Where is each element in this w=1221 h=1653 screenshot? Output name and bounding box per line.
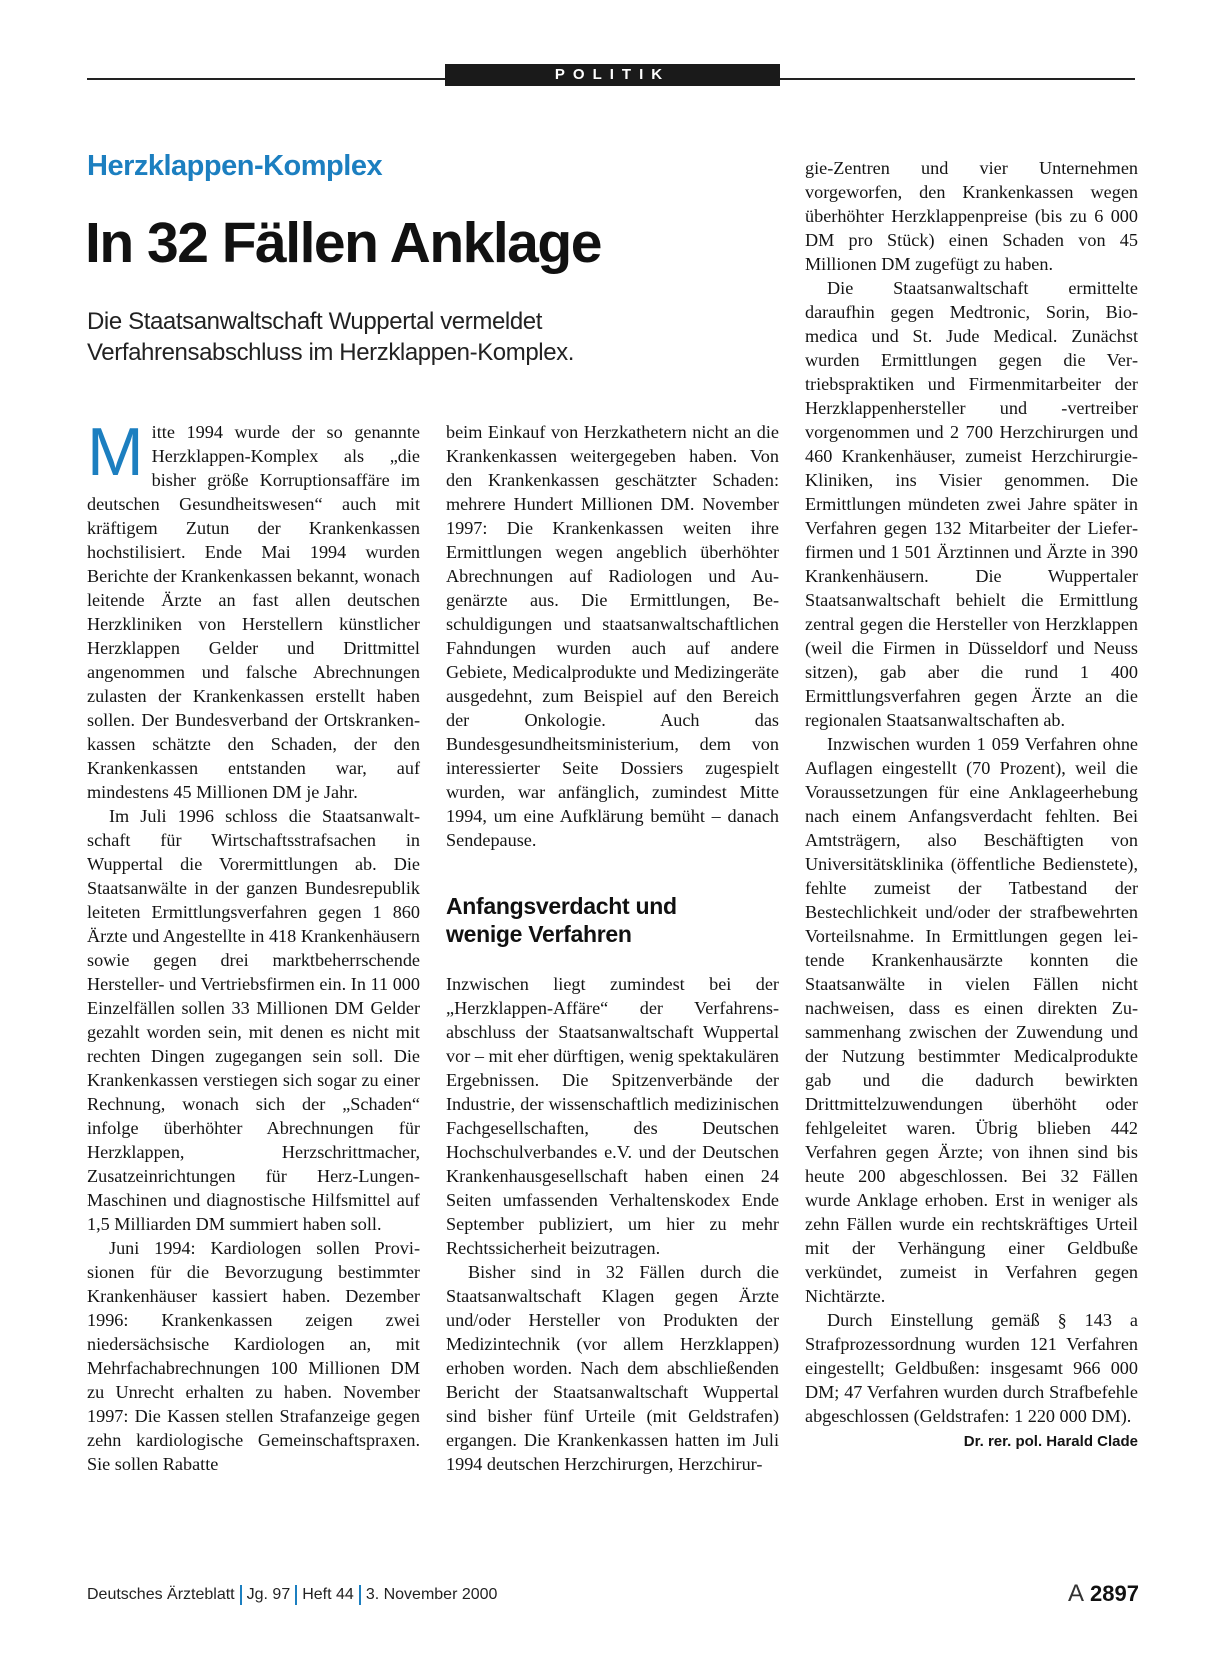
section-label: POLITIK [445, 64, 780, 86]
author-byline: Dr. rer. pol. Harald Clade [963, 1433, 1138, 1450]
page-number-value: 2897 [1090, 1581, 1139, 1606]
article-title: In 32 Fällen Anklage [85, 211, 601, 275]
paragraph: Juni 1994: Kardiologen sollen Provisionen für die Bevorzugung bestimmter Krankenhäuser kassiert haben. Dezember 1996: Krankenkassen zeigen zwei niedersächsische Kardiologen an, mit Mehrfachabrechnungen 100 Millionen DM zu Unrecht erhalten zu haben. November 1997: Die Kassen stellen Strafanzeige gegen zehn kardiologische Gemeinschaftspraxen. Sie sollen Rabatte [87, 1238, 420, 1474]
paragraph-text: itte 1994 wurde der so genannte Herzklappen-Komplex als „die bisher größe Korruptionsaffäre im deutschen Gesundheitswesen“ auch mit kräftigem Zutun der Krankenkassen hochstilisiert. Ende Mai 1994 wurden Berichte der Krankenkassen bekannt, wonach leitende Ärzte an fast allen deutschen Herzkliniken von Herstellern künstlicher Herzklappen Gelder und Drittmittel angenommen und falsche Abrechnungen zulasten der Krankenkassen erstellt haben sollen. Der Bundesverband der Ortskrankenkassen schätzte den Schaden, der den Krankenkassen entstanden war, auf mindestens 45 Millionen DM je Jahr. [87, 422, 420, 802]
separator [295, 1585, 297, 1605]
lead-line: Verfahrensabschluss im Herzklappen-Komplex. [87, 339, 575, 366]
article-lead [87, 306, 727, 368]
lead-line: Die Staatsanwaltschaft Wuppertal vermeldet [87, 308, 542, 335]
journal-name: Deutsches Ärzteblatt [87, 1586, 235, 1603]
volume: Jg. 97 [246, 1586, 291, 1603]
paragraph [805, 1308, 1138, 1450]
paragraph: beim Einkauf von Herzkathetern nicht an die Krankenkassen weitergegeben haben. Von den Krankenkassen geschätzter Schaden: mehrere Hundert Millionen DM. November 1997: Die Krankenkassen weiten ihre Ermittlungen wegen angeblich überhöhter Abrechnungen auf Radiologen und Augenärzte aus. Die Ermittlungen, Beschuldigungen und staatsanwaltschaftlichen Fahndungen wurden auch auf andere Gebiete, Medicalprodukte und Medizingeräte ausgedehnt, zum Beispiel auf den Bereich der Onkologie. Auch das Bundesgesundheitsministerium, dem von interessierter Seite Dossiers zugespielt wurden, war anfänglich, zumindest Mitte 1994, um eine Aufklärung bemüht – danach Sendepause. [446, 422, 779, 850]
article-kicker: Herzklappen-Komplex [87, 150, 383, 182]
drop-cap: M [87, 414, 144, 490]
page-number [1068, 1580, 1139, 1608]
paragraph: Bisher sind in 32 Fällen durch die Staatsanwaltschaft Klagen gegen Ärzte und/oder Hersteller von Produkten der Medizintechnik (vor allem Herzklappen) erhoben worden. Nach dem abschließenden Bericht der Staatsanwaltschaft Wuppertal sind bisher fünf Urteile (mit Geldstrafen) ergangen. Die Krankenkassen hatten im Juli 1994 deutschen Herzchirurgen, Herzchirur- [446, 1262, 779, 1474]
footer-citation [87, 1585, 497, 1605]
paragraph: Inzwischen wurden 1 059 Verfahren ohne Auflagen eingestellt (70 Prozent), weil die Voraussetzungen für eine Anklageerhebung nach einem Anfangsverdacht fehlten. Bei Amtsträgern, also Beschäftigten von Universitätsklinika (öffentliche Bedienstete), fehlte zumeist der Tatbestand der Bestechlichkeit und/oder der strafbewehrten Vorteilsnahme. In Ermittlungen gegen leitende Krankenhausärzte konnten die Staatsanwälte in vielen Fällen nicht nachweisen, dass es einen direkten Zusammenhang zwischen der Zuwendung und der Nutzung bestimmter Medicalprodukte gab und die dadurch bewirkten Drittmittelzuwendungen überhöht oder fehlgeleitet waren. Übrig blieben 442 Verfahren gegen Ärzte; von ihnen sind bis heute 200 abgeschlossen. Bei 32 Fällen wurde Anklage erhoben. Erst in weniger als zehn Fällen wurde ein rechtskräftiges Urteil mit der Verhängung einer Geldbuße verkündet, zumeist in Verfahren gegen Nichtärzte. [805, 734, 1138, 1306]
text-column-1 [87, 414, 420, 1476]
subheading-line: wenige Verfahren [446, 921, 632, 947]
separator [240, 1585, 242, 1605]
paragraph: Inzwischen liegt zumindest bei der „Herzklappen-Affäre“ der Verfahrensabschluss der Staatsanwaltschaft Wuppertal vor – mit eher dürftigen, wenig spektakulären Ergebnissen. Die Spitzenverbände der Industrie, der wissenschaftlich medizinischen Fachgesellschaften, des Deutschen Hochschulverbandes e.V. und der Deutschen Krankenhausgesellschaft haben einen 24 Seiten umfassenden Verhaltenskodex Ende September publiziert, um hier zu mehr Rechtssicherheit beizutragen. [446, 974, 779, 1258]
subheading [446, 892, 779, 948]
paragraph [87, 414, 420, 804]
paragraph: Im Juli 1996 schloss die Staatsanwaltschaft für Wirtschaftsstrafsachen in Wuppertal die Vorermittlungen ab. Die Staatsanwälte in der ganzen Bundesrepublik leiteten Ermittlungsverfahren gegen 1 860 Ärzte und Angestellte in 418 Krankenhäusern sowie gegen drei marktbeherrschende Hersteller- und Vertriebsfirmen ein. In 11 000 Einzelfällen sollen 33 Millionen DM Gelder gezahlt worden sein, mit denen es nicht mit rechten Dingen zugegangen sein soll. Die Krankenkassen verstiegen sich sogar zu einer Rechnung, wonach sich der „Schaden“ infolge überhöhter Abrechnungen für Herzklappen, Herzschrittmacher, Zusatzeinrichtungen für Herz-Lungen-Maschinen und diagnostische Hilfsmittel auf 1,5 Milliarden DM summiert haben soll. [87, 806, 420, 1234]
paragraph: Die Staatsanwaltschaft ermittelte daraufhin gegen Medtronic, Sorin, Biomedica und St. Jude Medical. Zunächst wurden Ermittlungen gegen die Vertriebspraktiken und Firmenmitarbeiter der Herzklappenhersteller und -vertreiber vorgenommen und 2 700 Herzchirurgen und 460 Krankenhäuser, zumeist Herzchirurgie-Kliniken, ins Visier genommen. Die Ermittlungen mündeten zwei Jahre später in Verfahren gegen 132 Mitarbeiter der Lieferfirmen und 1 501 Ärztinnen und Ärzte in 390 Krankenhäusern. Die Wuppertaler Staatsanwaltschaft behielt die Ermittlung zentral gegen die Hersteller von Herzklappen (weil die Firmen in Düsseldorf und Neuss sitzen), gab aber die rund 1 400 Ermittlungsverfahren gegen Ärzte an die regionalen Staatsanwaltschaften ab. [805, 278, 1138, 730]
issue: Heft 44 [302, 1586, 354, 1603]
date: 3. November 2000 [365, 1586, 498, 1603]
subheading-line: Anfangsverdacht und [446, 893, 677, 919]
page-prefix: A [1068, 1580, 1085, 1607]
paragraph-text: Durch Einstellung gemäß § 143 a Strafprozessordnung wurden 121 Verfahren eingestellt; Geldbußen: insgesamt 966 000 DM; 47 Verfahren wurden durch Strafbefehle abgeschlossen (Geldstrafen: 1 220 000 DM). [805, 1310, 1138, 1426]
separator [359, 1585, 361, 1605]
text-column-2 [446, 420, 779, 1476]
paragraph: gie-Zentren und vier Unternehmen vorgeworfen, den Krankenkassen wegen überhöhter Herzklappenpreise (bis zu 6 000 DM pro Stück) einen Schaden von 45 Millionen DM zugefügt zu haben. [805, 158, 1138, 274]
text-column-3 [805, 156, 1138, 1454]
